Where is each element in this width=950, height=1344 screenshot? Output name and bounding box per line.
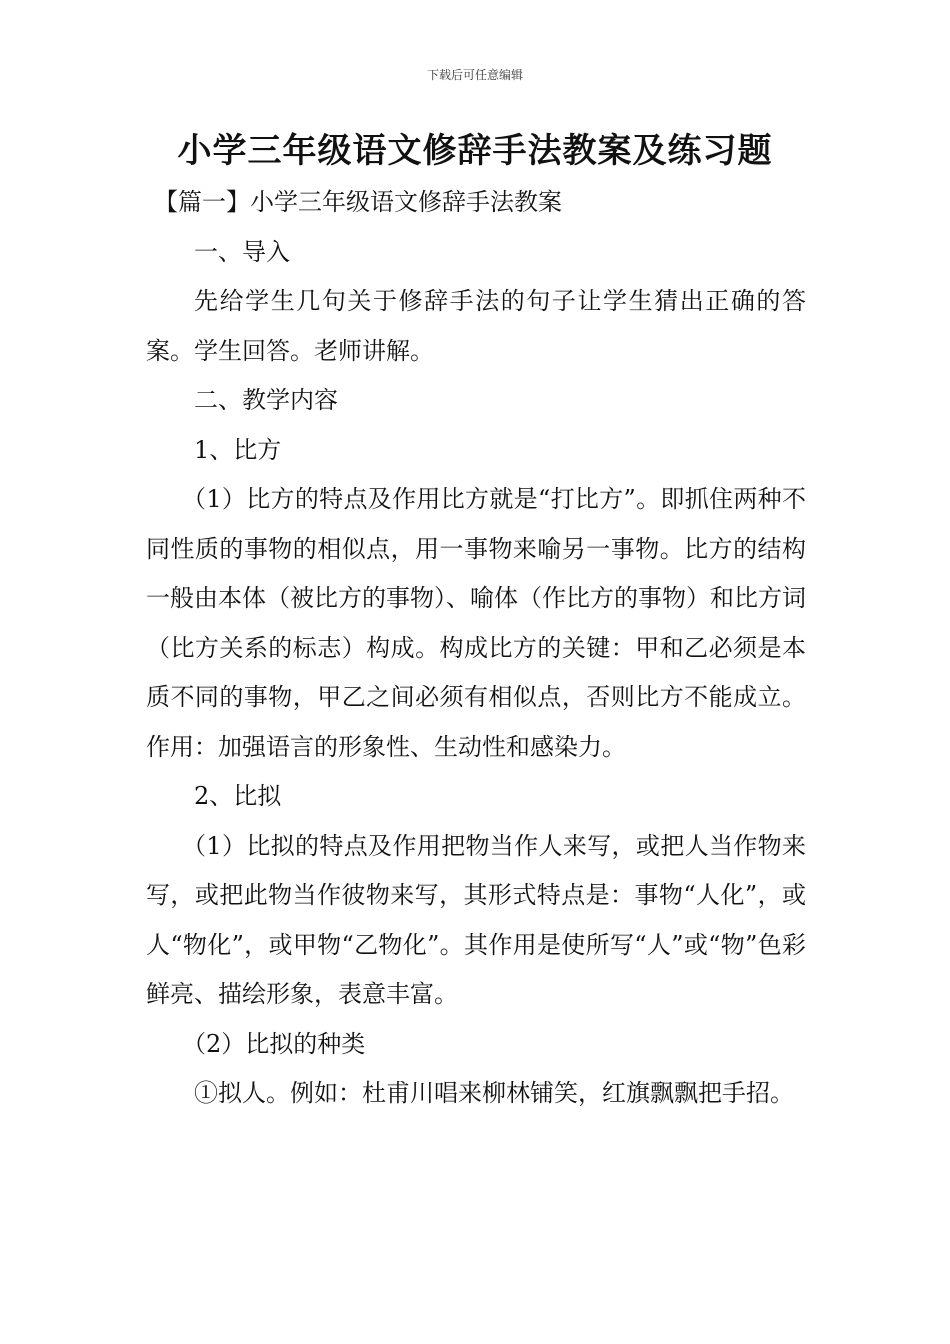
paragraph-content-heading: 二、教学内容	[194, 386, 338, 414]
document-body	[146, 178, 806, 1119]
section-heading: 【篇一】小学三年级语文修辞手法教案	[154, 188, 562, 216]
paragraph-personification-text: （1）比拟的特点及作用把物当作人来写，或把人当作物来写，或把此物当作彼物来写，其形式特点是：事物“人化”，或人“物化”，或甲物“乙物化”。其作用是使所写“人”或“物”色彩鲜亮、描绘形象，表意丰富。	[146, 831, 806, 1008]
paragraph-metaphor-text: （1）比方的特点及作用比方就是“打比方”。即抓住两种不同性质的事物的相似点，用一事物来喻另一事物。比方的结构一般由本体（被比方的事物）、喻体（作比方的事物）和比方词（比方关系的标志）构成。构成比方的关键：甲和乙必须是本质不同的事物，甲乙之间必须有相似点，否则比方不能成立。作用：加强语言的形象性、生动性和感染力。	[146, 485, 806, 761]
paragraph-personification-heading: 2、比拟	[194, 782, 282, 810]
header-note: 下载后可任意编辑	[426, 68, 523, 82]
paragraph-intro-heading: 一、导入	[194, 237, 290, 266]
paragraph-personification-example: ①拟人。例如：杜甫川唱来柳林铺笑，红旗飘飘把手招。	[194, 1079, 794, 1107]
document-title: 小学三年级语文修辞手法教案及练习题	[177, 131, 773, 171]
paragraph-intro-text: 先给学生几句关于修辞手法的句子让学生猜出正确的答案。学生回答。老师讲解。	[146, 287, 806, 365]
paragraph-metaphor-heading: 1、比方	[194, 435, 282, 464]
paragraph-personification-types: （2）比拟的种类	[182, 1029, 366, 1058]
